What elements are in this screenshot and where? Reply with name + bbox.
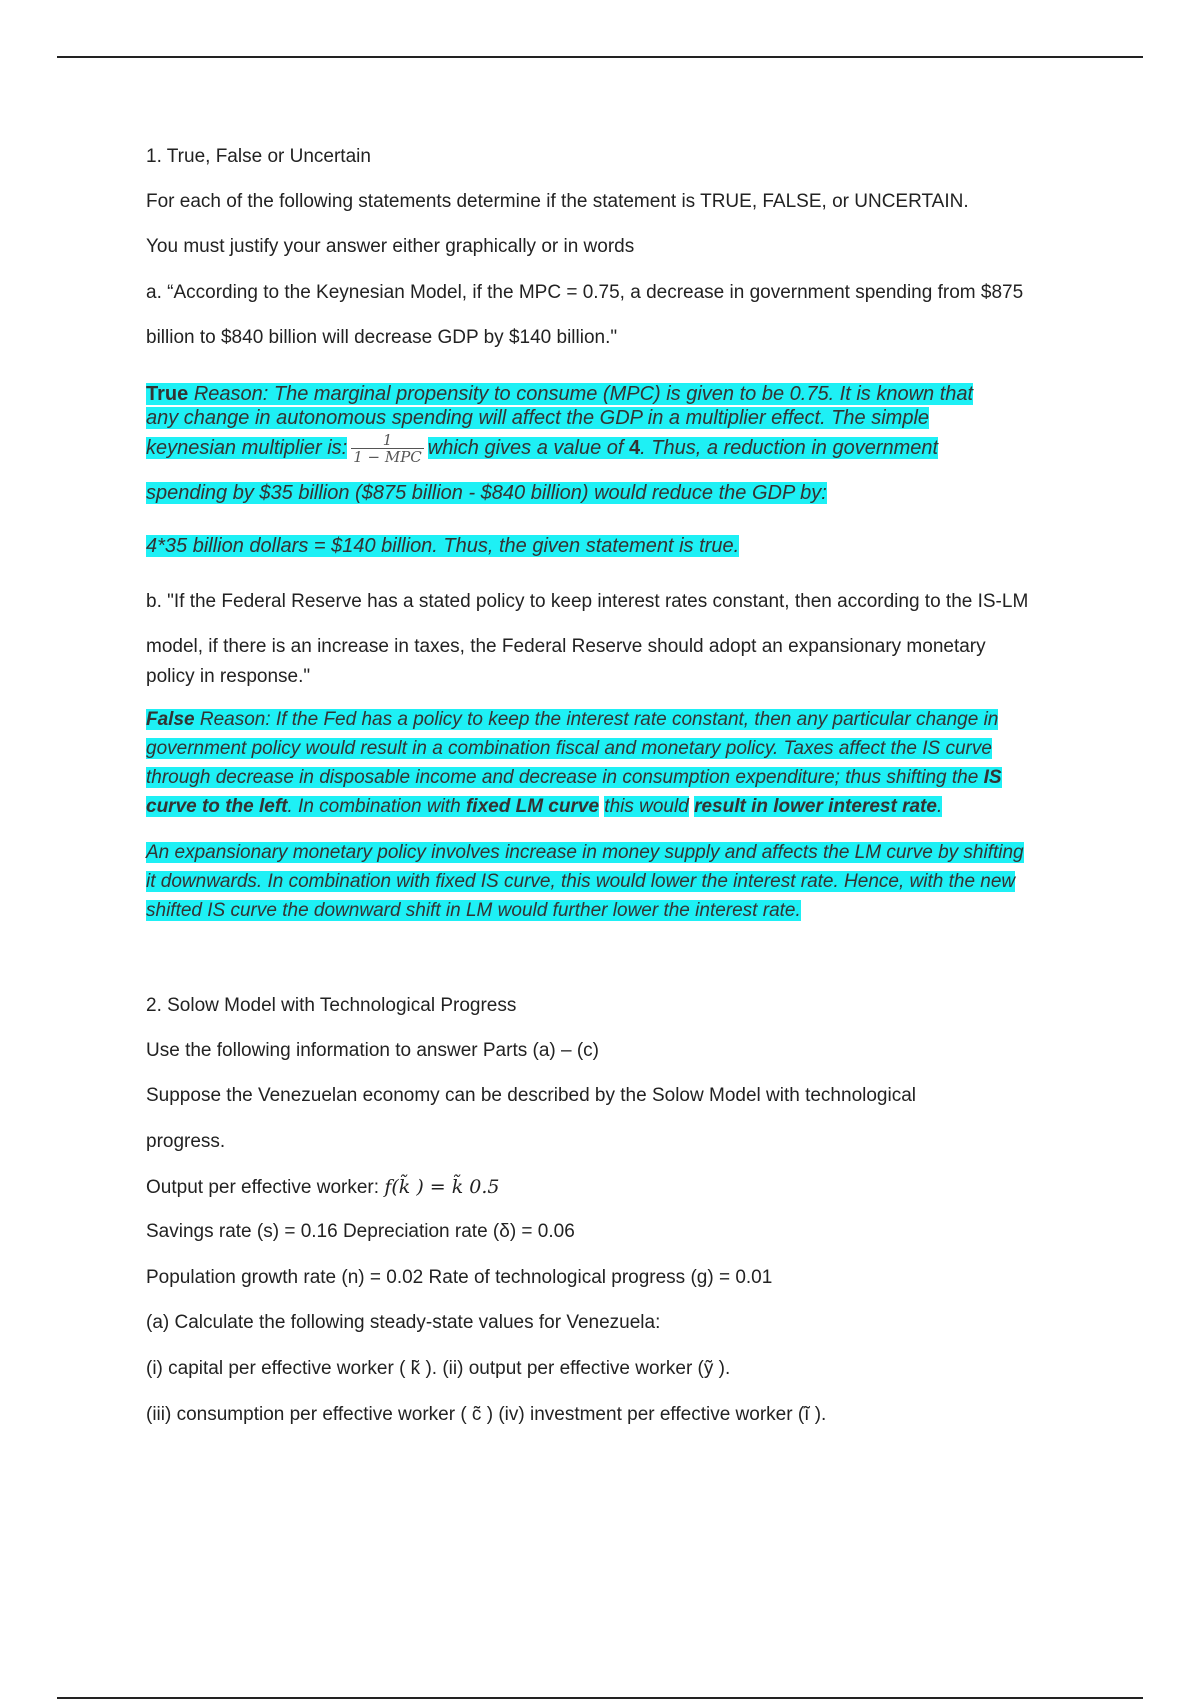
q1-heading: 1. True, False or Uncertain <box>146 146 371 167</box>
q1a-answer-line-3-mid: which gives a value of <box>427 436 624 459</box>
q2-rates-2: Population growth rate (n) = 0.02 Rate of technological progress (g) = 0.01 <box>146 1267 773 1288</box>
q2-line-2: Suppose the Venezuelan economy can be described by the Solow Model with technological <box>146 1085 917 1106</box>
q1b-answer-line-4-end: . <box>936 796 943 817</box>
q1a-answer-multiplier <box>146 432 938 465</box>
q2-output-formula: f(k̃ ) = k̃ 0.5 <box>384 1176 500 1198</box>
q1b-answer-line-1: Reason: If the Fed has a policy to keep the interest rate constant, then any particular change in <box>199 709 999 730</box>
q1b-verdict: False <box>146 709 195 730</box>
q1b-answer <box>146 705 1002 821</box>
q1b-line-2: model, if there is an increase in taxes, the Federal Reserve should adopt an expansionary monetary <box>146 636 986 657</box>
q2-heading: 2. Solow Model with Technological Progress <box>146 995 517 1016</box>
q1-instruction-1: For each of the following statements determine if the statement is TRUE, FALSE, or UNCERTAIN. <box>146 191 969 212</box>
q2-line-1: Use the following information to answer Parts (a) – (c) <box>146 1040 600 1061</box>
fraction-numerator: 1 <box>351 432 424 449</box>
q1b-answer-2-line-1: An expansionary monetary policy involves increase in money supply and affects the LM curve by shifting <box>146 842 1024 863</box>
q1b-answer-2 <box>146 838 1024 925</box>
q1b-bold-lower-rate: result in lower interest rate <box>694 796 937 817</box>
top-rule <box>57 56 1143 58</box>
bottom-rule <box>57 1697 1143 1699</box>
q1a-multiplier-value: 4 <box>629 436 641 459</box>
multiplier-fraction <box>351 432 424 465</box>
q1a-answer-line-3-post: . Thus, a reduction in government <box>640 436 939 459</box>
q2-rates-1: Savings rate (s) = 0.16 Depreciation rate (δ) = 0.06 <box>146 1221 575 1242</box>
q1b-answer-2-line-2: it downwards. In combination with fixed IS curve, this would lower the interest rate. Hence, with the new <box>146 871 1016 892</box>
q1b-answer-line-2: government policy would result in a combination fiscal and monetary policy. Taxes affect the IS curve <box>146 738 992 759</box>
q1b-answer-2-line-3: shifted IS curve the downward shift in LM would further lower the interest rate. <box>146 900 801 921</box>
q1a-answer-line-4: spending by $35 billion ($875 billion - $840 billion) would reduce the GDP by: <box>146 482 827 504</box>
q1b-bold-curve-left: curve to the left <box>146 796 288 817</box>
q2-output-label: Output per effective worker: <box>146 1177 380 1198</box>
q2-output-line <box>146 1176 500 1199</box>
q1b-answer-line-4-mid-1: . In combination with <box>287 796 461 817</box>
fraction-denominator: 1 − MPC <box>353 448 422 466</box>
q1b-answer-line-3: through decrease in disposable income and decrease in consumption expenditure; thus shifting the <box>146 767 979 788</box>
q1b-bold-fixed-lm: fixed LM curve <box>465 796 600 817</box>
q1a-verdict: True <box>146 383 189 405</box>
q1a-line-1: a. “According to the Keynesian Model, if the MPC = 0.75, a decrease in government spending from $875 <box>146 282 1024 303</box>
q1-instruction-2: You must justify your answer either graphically or in words <box>146 236 635 257</box>
q1a-answer-line-1: Reason: The marginal propensity to consume (MPC) is given to be 0.75. It is known that <box>193 383 974 405</box>
q1b-line-1: b. "If the Federal Reserve has a stated policy to keep interest rates constant, then according to the IS-LM <box>146 591 1029 612</box>
q2-part-a: (a) Calculate the following steady-state values for Venezuela: <box>146 1312 661 1333</box>
q2-part-a-iii: (iii) consumption per effective worker ( c̃ ) (iv) investment per effective worker (ĩ ). <box>146 1404 827 1425</box>
q1a-answer-line-3-pre: keynesian multiplier is: <box>146 436 348 459</box>
q1b-answer-line-3-bold: IS <box>983 767 1002 788</box>
q1a-answer-line-5: 4*35 billion dollars = $140 billion. Thus, the given statement is true. <box>146 535 740 557</box>
q1a-answer <box>146 382 973 430</box>
q2-line-3: progress. <box>146 1131 226 1152</box>
q1b-line-3: policy in response." <box>146 666 311 687</box>
q2-part-a-i: (i) capital per effective worker ( k̃ ). (ii) output per effective worker (ỹ ). <box>146 1358 731 1379</box>
q1a-answer-line-2: any change in autonomous spending will affect the GDP in a multiplier effect. The simple <box>146 407 930 429</box>
q1b-answer-line-4-mid-2: this would <box>604 796 689 817</box>
q1a-line-2: billion to $840 billion will decrease GDP by $140 billion." <box>146 327 618 348</box>
